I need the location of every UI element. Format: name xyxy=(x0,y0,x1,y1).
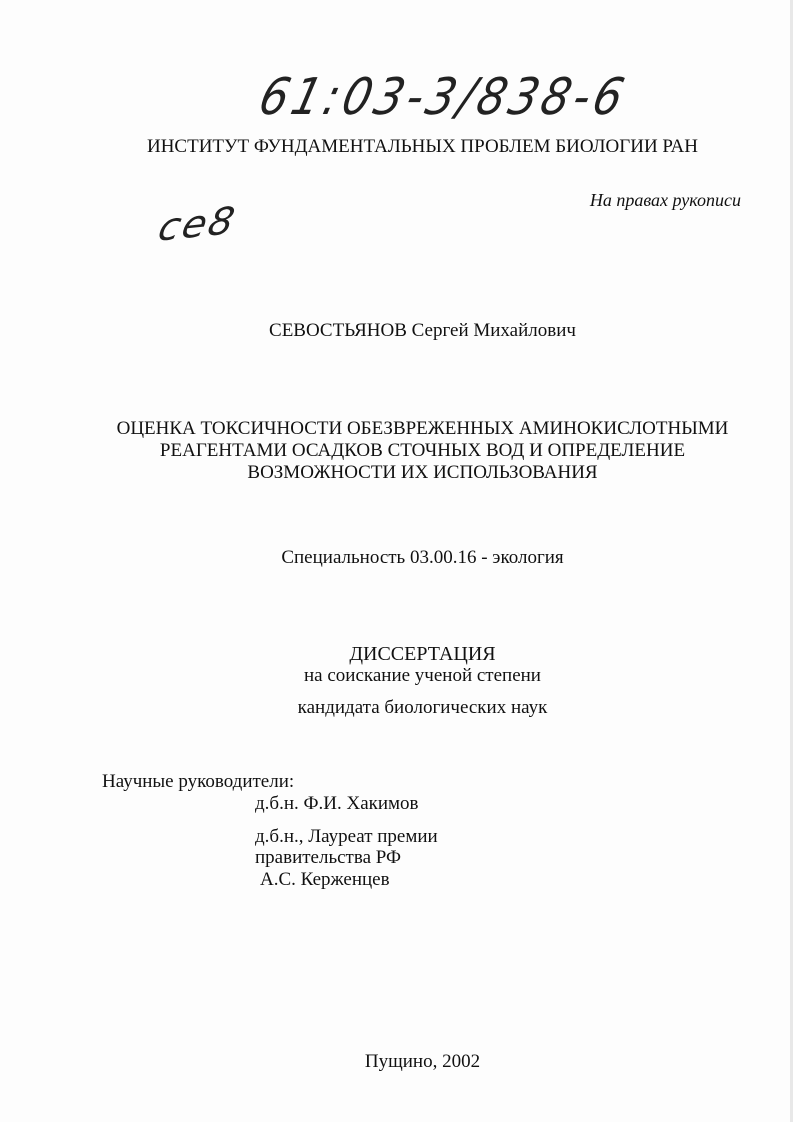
supervisor-2-line-2: правительства РФ xyxy=(255,847,402,868)
author-name: СЕВОСТЬЯНОВ Сергей Михайлович xyxy=(269,320,576,341)
handwritten-initials: ce8 xyxy=(154,198,241,250)
supervisors-label: Научные руководители: xyxy=(102,771,295,792)
institute-name: ИНСТИТУТ ФУНДАМЕНТАЛЬНЫХ ПРОБЛЕМ БИОЛОГИИ РАН xyxy=(146,136,699,157)
place-and-year: Пущино, 2002 xyxy=(364,1051,481,1072)
handwritten-archive-number: 61:03-3/838-6 xyxy=(253,68,634,127)
rights-notice: На правах рукописи xyxy=(589,190,741,210)
dissertation-title-line-2: РЕАГЕНТАМИ ОСАДКОВ СТОЧНЫХ ВОД И ОПРЕДЕЛЕНИЕ xyxy=(159,440,686,461)
dissertation-title-line-1: ОЦЕНКА ТОКСИЧНОСТИ ОБЕЗВРЕЖЕННЫХ АМИНОКИСЛОТНЫМИ xyxy=(116,418,729,439)
document-type: ДИССЕРТАЦИЯ xyxy=(349,643,496,665)
supervisor-1: д.б.н. Ф.И. Хакимов xyxy=(255,793,419,814)
dissertation-title-line-3: ВОЗМОЖНОСТИ ИХ ИСПОЛЬЗОВАНИЯ xyxy=(247,462,598,483)
supervisor-2-line-1: д.б.н., Лауреат премии xyxy=(255,826,438,847)
degree-line-1: на соискание ученой степени xyxy=(304,665,541,686)
supervisor-2-line-3: А.С. Керженцев xyxy=(260,869,390,890)
degree-line-2: кандидата биологических наук xyxy=(297,697,548,718)
specialty: Специальность 03.00.16 - экология xyxy=(281,547,564,568)
